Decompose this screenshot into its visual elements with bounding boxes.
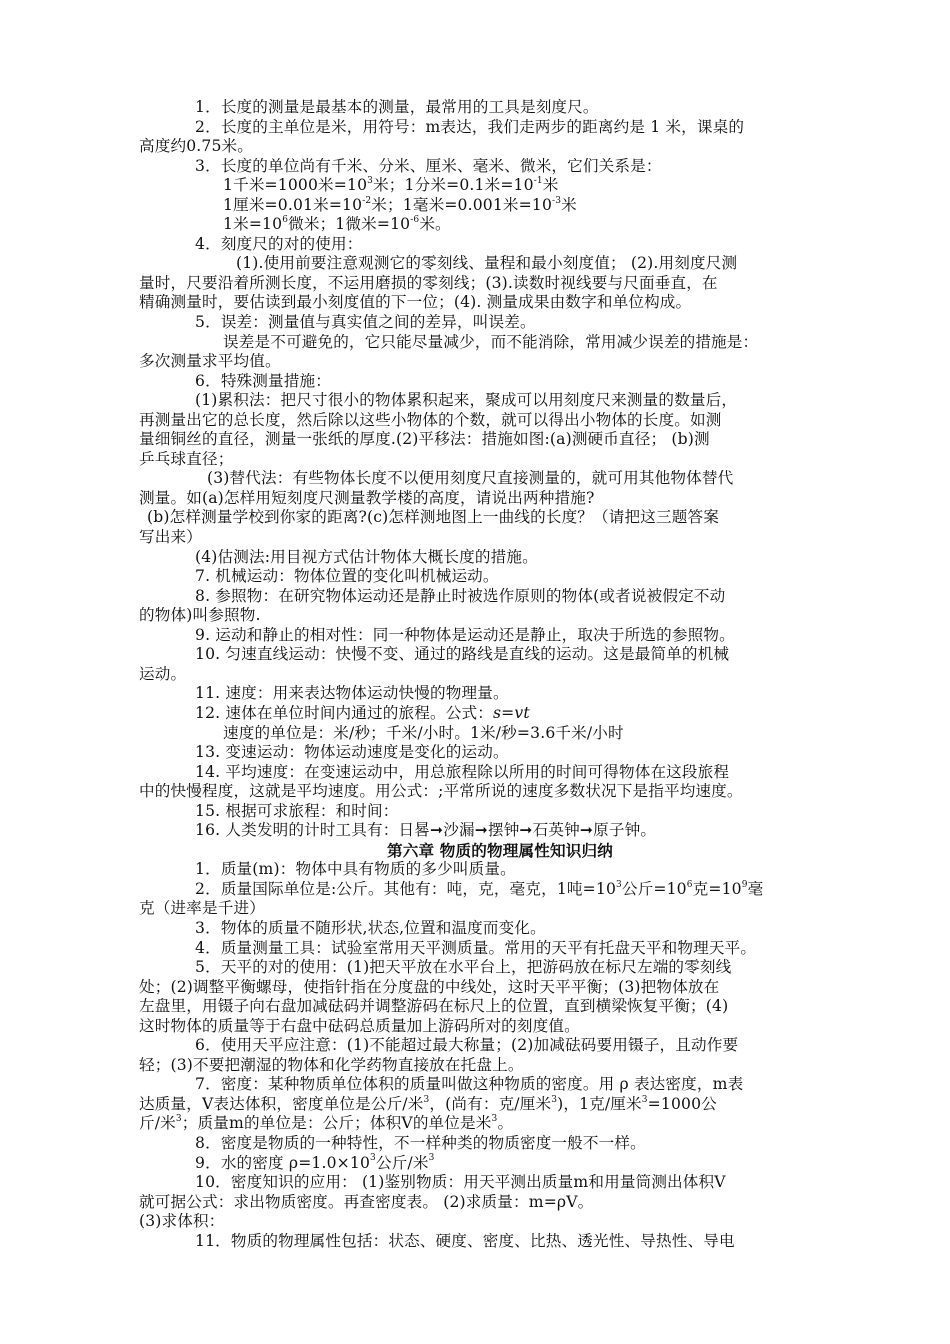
text-line: 8．密度是物质的一种特性，不一样种类的物质密度一般不一样。 [195, 1133, 646, 1152]
text-line: 达质量，V表达体积，密度单位是公斤/米$^3$，(尚有：克/厘米$^3$)，1克/厘米$^3$=1000公 [139, 1094, 717, 1113]
text-line: 就可据公式：求出物质密度。再查密度表。 (2)求质量：m=ρV。 [139, 1192, 594, 1211]
text-line: 15. 根据可求旅程：和时间： [195, 801, 399, 820]
text-line: 1厘米=0.01米$=10^{-2}$米；1毫米=0.001米$=10^{-3}$米 [223, 195, 577, 214]
text-line: 16. 人类发明的计时工具有：日晷➞沙漏➞摆钟➞石英钟➞原子钟。 [195, 821, 657, 840]
text-line: 3．长度的单位尚有千米、分米、厘米、毫米、微米，它们关系是： [195, 156, 662, 175]
text-line: 斤/米$^3$；质量m的单位是：公斤；体积V的单位是米$^3$。 [139, 1114, 514, 1133]
text-line: 1．长度的测量是最基本的测量，最常用的工具是刻度尺。 [195, 98, 599, 116]
chapter-heading: 第六章 物质的物理属性知识归纳 [387, 840, 613, 860]
text-line: 乒乓球直径； [139, 449, 234, 468]
text-line: 6．使用天平应注意：(1)不能超过最大称量；(2)加减砝码要用镊子，且动作要 [195, 1036, 739, 1055]
text-line: (3)求体积： [139, 1212, 225, 1231]
text-line: 写出来） [139, 528, 202, 547]
text-line: 1千米=1000米$=10^3$米；1分米=0.1米$=10^{-1}$米 [223, 176, 559, 195]
text-line: 1．质量(m)：物体中具有物质的多少叫质量。 [195, 860, 516, 879]
text-line: 2．质量国际单位是:公斤。其他有：吨，克，毫克，1吨$=10^3$公斤$=10^6$克$=10^9$毫 [195, 879, 764, 898]
text-line: 3．物体的质量不随形状,状态,位置和温度而变化。 [195, 918, 546, 937]
text-line: 13. 变速运动：物体运动速度是变化的运动。 [195, 743, 509, 762]
text-line: 处；(2)调整平衡螺母，使指针指在分度盘的中线处，这时天平平衡；(3)把物体放在 [139, 977, 720, 996]
text-line: 4．质量测量工具：试验室常用天平测质量。常用的天平有托盘天平和物理天平。 [195, 938, 757, 957]
text-line: 5．天平的对的使用：(1)把天平放在水平台上，把游码放在标尺左端的零刻线 [195, 958, 732, 977]
text-line: 14. 平均速度：在变速运动中，用总旅程除以所用的时间可得物体在这段旅程 [195, 762, 730, 781]
text-line: 7. 机械运动：物体位置的变化叫机械运动。 [195, 567, 499, 586]
text-line: 误差是不可避免的，它只能尽量减少，而不能消除，常用减少误差的措施是： [223, 332, 759, 351]
text-line: (1).使用前要注意观测它的零刻线、量程和最小刻度值； (2).用刻度尺测 [236, 254, 738, 273]
text-line: 运动。 [139, 664, 187, 683]
text-line: 中的快慢程度，这就是平均速度。用公式：;平常所说的速度多数状况下是指平均速度。 [139, 782, 743, 801]
document-page [139, 98, 861, 1251]
text-line: 10．密度知识的应用： (1)鉴别物质：用天平测出质量m和用量筒测出体积V [195, 1173, 726, 1192]
text-line: 这时物体的质量等于右盘中砝码总质量加上游码所对的刻度值。 [139, 1016, 580, 1035]
text-line: 精确测量时，要估读到最小刻度值的下一位；(4). 测量成果由数字和单位构成。 [139, 293, 692, 312]
text-line: 左盘里，用镊子向右盘加减砝码并调整游码在标尺上的位置，直到横梁恢复平衡；(4) [139, 997, 729, 1016]
text-line: 4．刻度尺的对的使用： [195, 234, 363, 253]
text-line: 再测量出它的总长度，然后除以这些小物体的个数，就可以得出小物体的长度。如测 [139, 410, 722, 429]
text-line: 量细铜丝的直径，测量一张纸的厚度.(2)平移法：措施如图:(a)测硬币直径； (b)测 [139, 430, 710, 449]
text-line: 9．水的密度 $\rho=1.0\times 10^3$公斤/米$^3$ [195, 1153, 435, 1172]
text-line: 的物体)叫参照物. [139, 606, 261, 625]
text-line: 速度的单位是：米/秒；千米/小时。1米/秒=3.6千米/小时 [223, 723, 624, 742]
text-line: 高度约0.75米。 [139, 137, 254, 156]
text-line: (4)估测法:用目视方式估计物体大概长度的措施。 [195, 547, 538, 566]
text-line: (1)累积法：把尺寸很小的物体累积起来，聚成可以用刻度尺来测量的数量后， [195, 391, 738, 410]
text-line: 量时，尺要沿着所测长度，不运用磨损的零刻线；(3).读数时视线要与尺面垂直，在 [139, 273, 718, 292]
text-line: 6．特殊测量措施： [195, 371, 332, 390]
text-line: 2．长度的主单位是米，用符号：m表达，我们走两步的距离约是 1 米，课桌的 [195, 117, 745, 136]
text-line: 11. 速度：用来表达物体运动快慢的物理量。 [195, 684, 509, 703]
text-line: 测量。如(a)怎样用短刻度尺测量教学楼的高度，请说出两种措施? [139, 488, 595, 507]
text-line: 11．物质的物理属性包括：状态、硬度、密度、比热、透光性、导热性、导电 [195, 1231, 735, 1250]
text-line: (3)替代法：有些物体长度不以便用刻度尺直接测量的，就可用其他物体替代 [207, 469, 734, 488]
text-line: 10. 匀速直线运动：快慢不变、通过的路线是直线的运动。这是最简单的机械 [195, 645, 730, 664]
text-line: 5．误差：测量值与真实值之间的差异，叫误差。 [195, 313, 536, 332]
text-line: 多次测量求平均值。 [139, 352, 281, 371]
text-line: 8. 参照物：在研究物体运动还是静止时被选作原则的物体(或者说被假定不动 [195, 586, 726, 605]
text-line: 12. 速体在单位时间内通过的旅程。公式：s=vt [195, 703, 530, 722]
text-line: 9. 运动和静止的相对性：同一种物体是运动还是静止，取决于所选的参照物。 [195, 625, 735, 644]
text-line: 1米$=10^6$微米；1微米$=10^{-6}$米。 [223, 215, 451, 234]
text-line: 7．密度：某种物质单位体积的质量叫做这种物质的密度。用 ρ 表达密度，m表 [195, 1075, 744, 1094]
text-line: (b)怎样测量学校到你家的距离?(c)怎样测地图上一曲线的长度？（请把这三题答案 [147, 508, 720, 527]
text-line: 轻；(3)不要把潮湿的物体和化学药物直接放在托盘上。 [139, 1055, 524, 1074]
text-line: 克（进率是千进） [139, 899, 265, 918]
